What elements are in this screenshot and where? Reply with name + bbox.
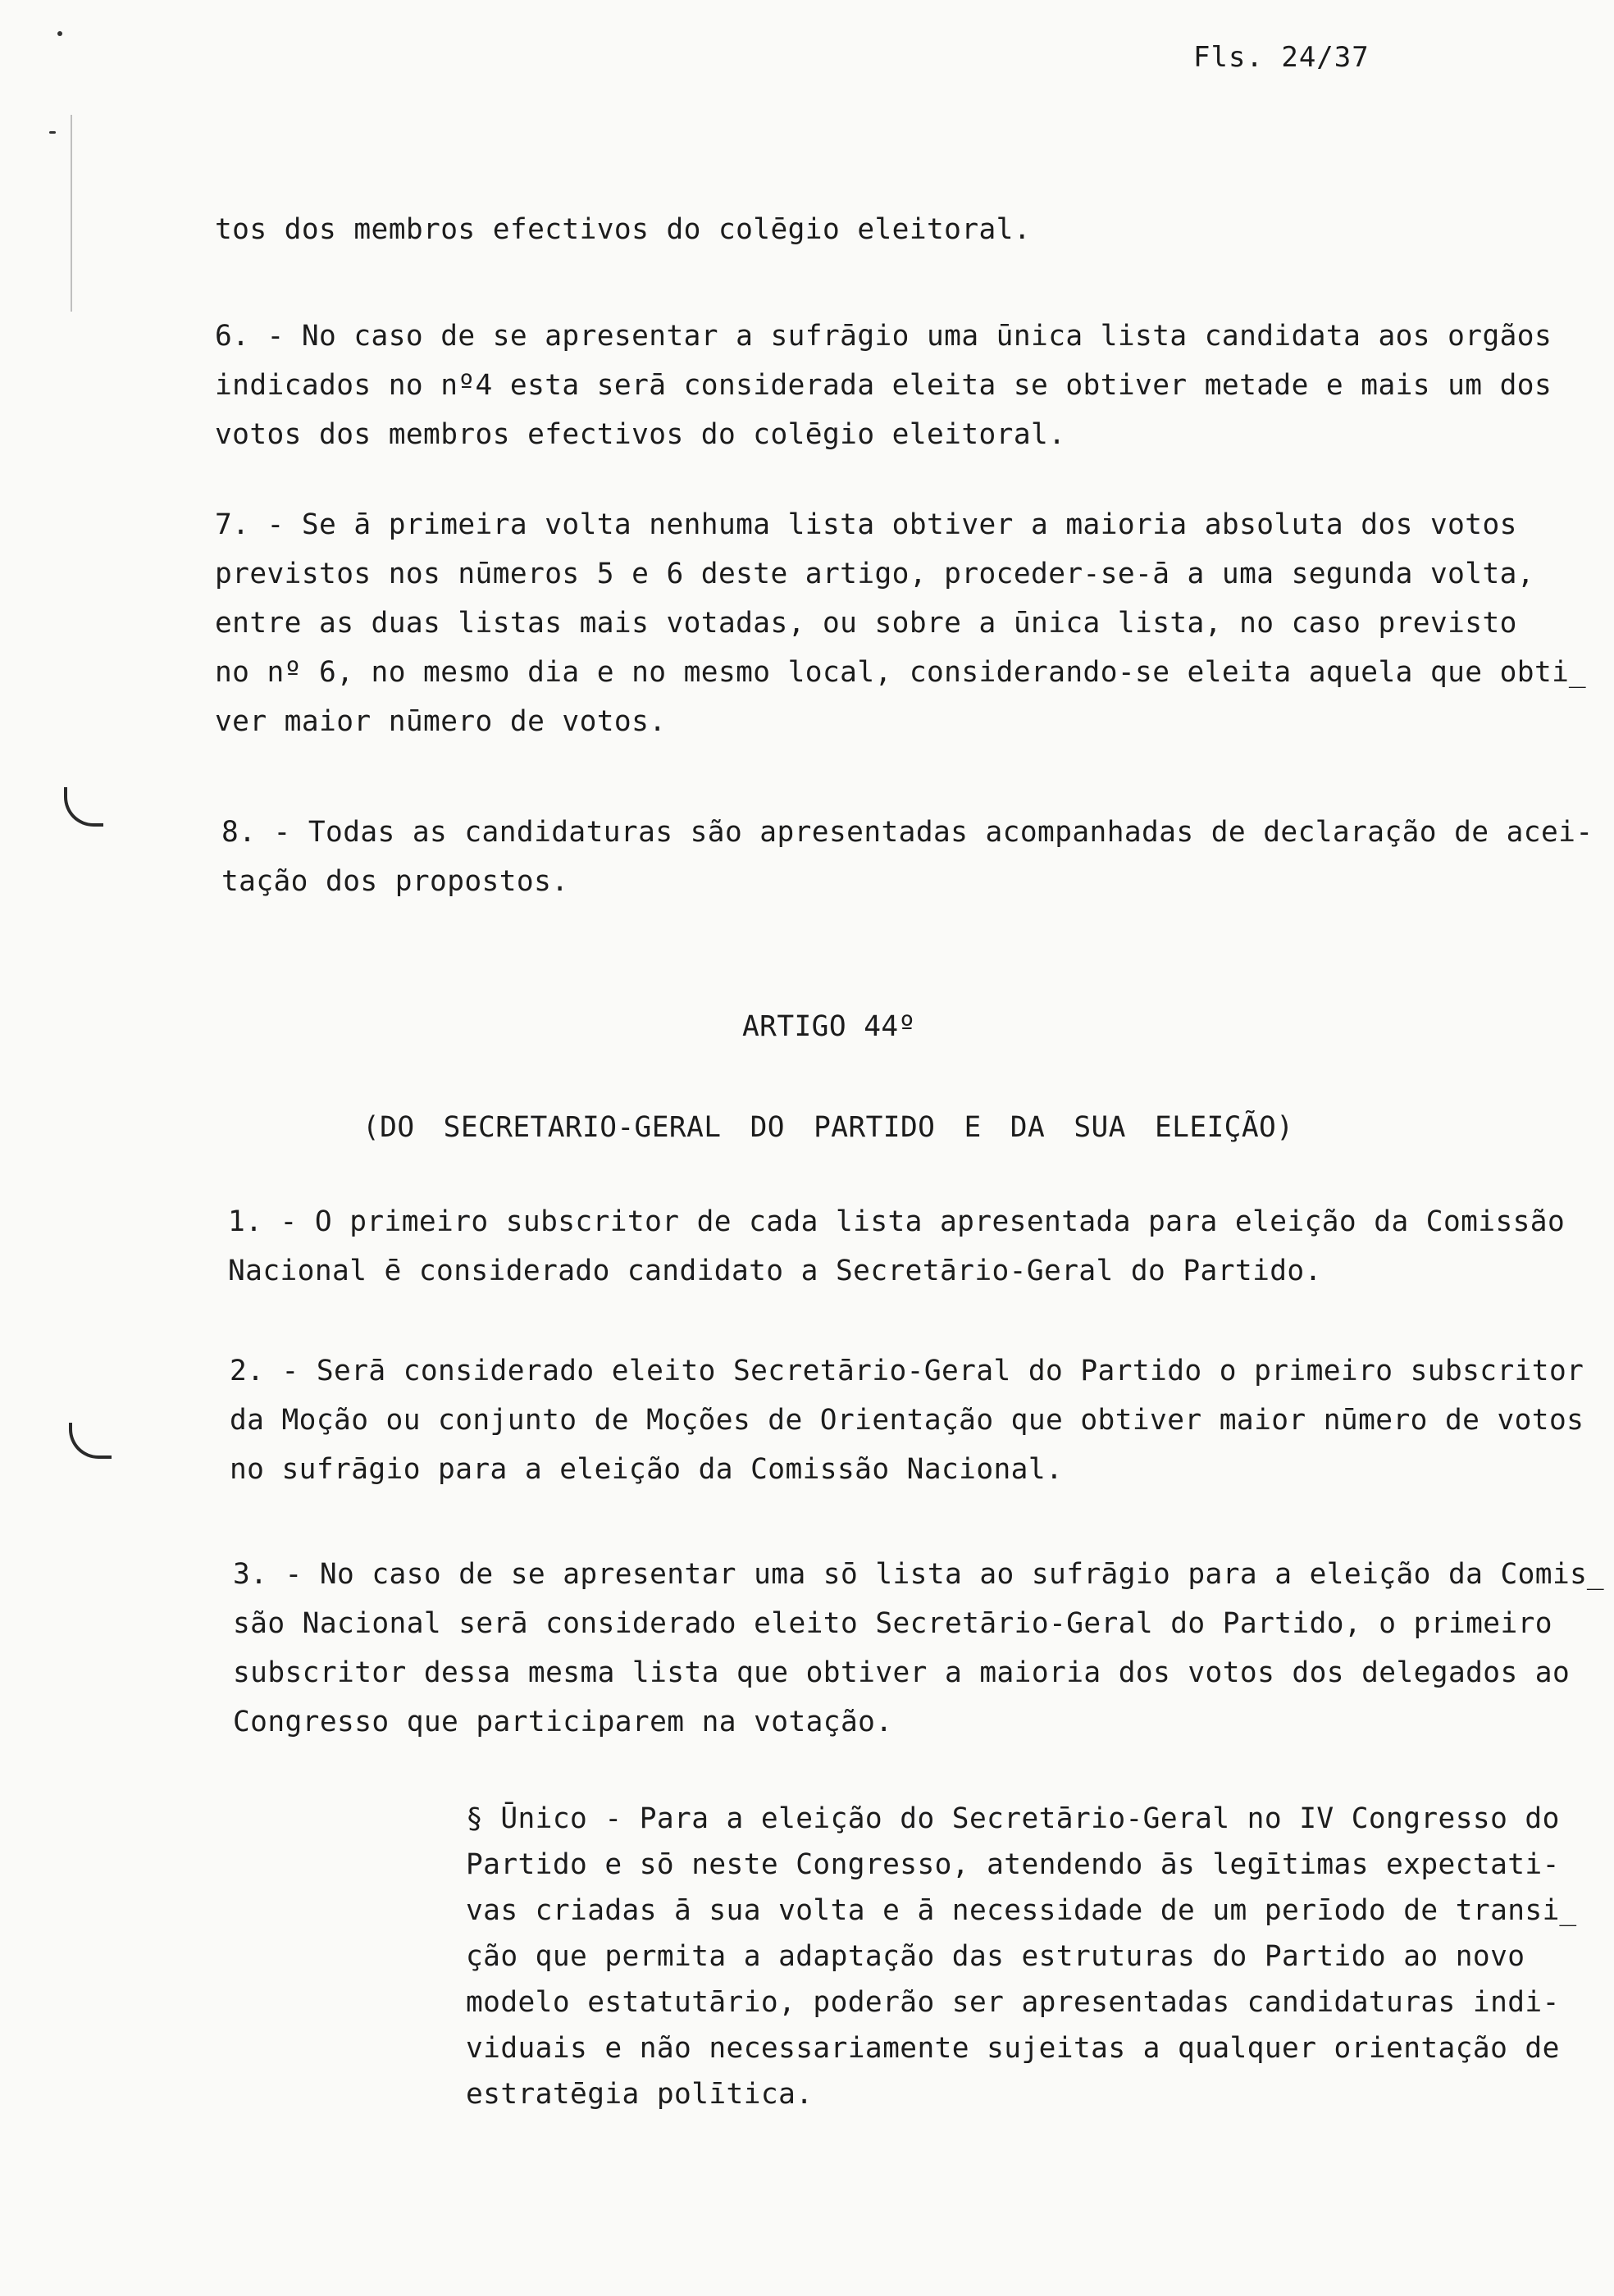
text-line: 8. - Todas as candidaturas são apresentadas acompanhadas de declaração de acei- [221,816,1593,849]
text-line: viduais e não necessariamente sujeitas a qualquer orientação de [466,2032,1560,2065]
paragraph-6 [215,312,1552,459]
article-item-3 [233,1550,1604,1747]
text-line: 2. - Serā considerado eleito Secretārio-Geral do Partido o primeiro subscritor [230,1355,1584,1387]
margin-bracket-mark [69,1423,112,1459]
paragraph-continuation [215,205,1031,254]
article-item-2 [230,1346,1584,1494]
text-line: modelo estatutārio, poderão ser apresentadas candidaturas indi- [466,1986,1560,2019]
text-line: ver maior nūmero de votos. [215,705,667,738]
article-title: ARTIGO 44º [742,1010,916,1043]
text-line: 1. - O primeiro subscritor de cada lista apresentada para eleição da Comissão [228,1205,1566,1238]
text-line: no nº 6, no mesmo dia e no mesmo local, considerando-se eleita aquela que obti̲ [215,656,1587,689]
text-line: 3. - No caso de se apresentar uma sō lista ao sufrāgio para a eleição da Comis̲ [233,1558,1605,1591]
text-line: da Moção ou conjunto de Moções de Orientação que obtiver maior nūmero de votos [230,1404,1584,1437]
text-line: entre as duas listas mais votadas, ou sobre a ūnica lista, no caso previsto [215,607,1517,640]
article-subtitle: (DO SECRETARIO-GERAL DO PARTIDO E DA SUA ELEIÇÃO) [362,1111,1294,1144]
paragraph-unico [466,1796,1577,2117]
text-line: Congresso que participarem na votação. [233,1706,893,1738]
text-line: 7. - Se ā primeira volta nenhuma lista obtiver a maioria absoluta dos votos [215,508,1517,541]
text-line: vas criadas ā sua volta e ā necessidade de um perīodo de transi̲ [466,1894,1577,1927]
text-line: subscritor dessa mesma lista que obtiver a maioria dos votos dos delegados ao [233,1656,1571,1689]
margin-line [71,115,72,312]
text-line: Partido e sō neste Congresso, atendendo ās legītimas expectati- [466,1848,1560,1881]
text-line: previstos nos nūmeros 5 e 6 deste artigo, proceder-se-ā a uma segunda volta, [215,558,1534,590]
scan-speck [49,131,56,134]
paragraph-8 [221,808,1593,906]
text-line: no sufrāgio para a eleição da Comissão Nacional. [230,1453,1064,1486]
text-line: são Nacional serā considerado eleito Secretārio-Geral do Partido, o primeiro [233,1607,1552,1640]
paragraph-7 [215,500,1586,746]
text-line: tação dos propostos. [221,865,569,898]
text-line: tos dos membros efectivos do colēgio eleitoral. [215,213,1032,246]
margin-bracket-mark [64,787,103,827]
scan-speck [57,31,62,36]
text-line: ção que permita a adaptação das estruturas do Partido ao novo [466,1940,1525,1973]
article-item-1 [228,1197,1565,1296]
text-line: indicados no nº4 esta serā considerada eleita se obtiver metade e mais um dos [215,369,1552,402]
folio-number: Fls. 24/37 [1193,41,1370,74]
text-line: § Ūnico - Para a eleição do Secretārio-Geral no IV Congresso do [466,1802,1560,1835]
text-line: votos dos membros efectivos do colēgio eleitoral. [215,418,1066,451]
text-line: estratēgia polītica. [466,2078,814,2111]
text-line: Nacional ē considerado candidato a Secretārio-Geral do Partido. [228,1255,1322,1287]
text-line: 6. - No caso de se apresentar a sufrāgio uma ūnica lista candidata aos orgãos [215,320,1552,353]
